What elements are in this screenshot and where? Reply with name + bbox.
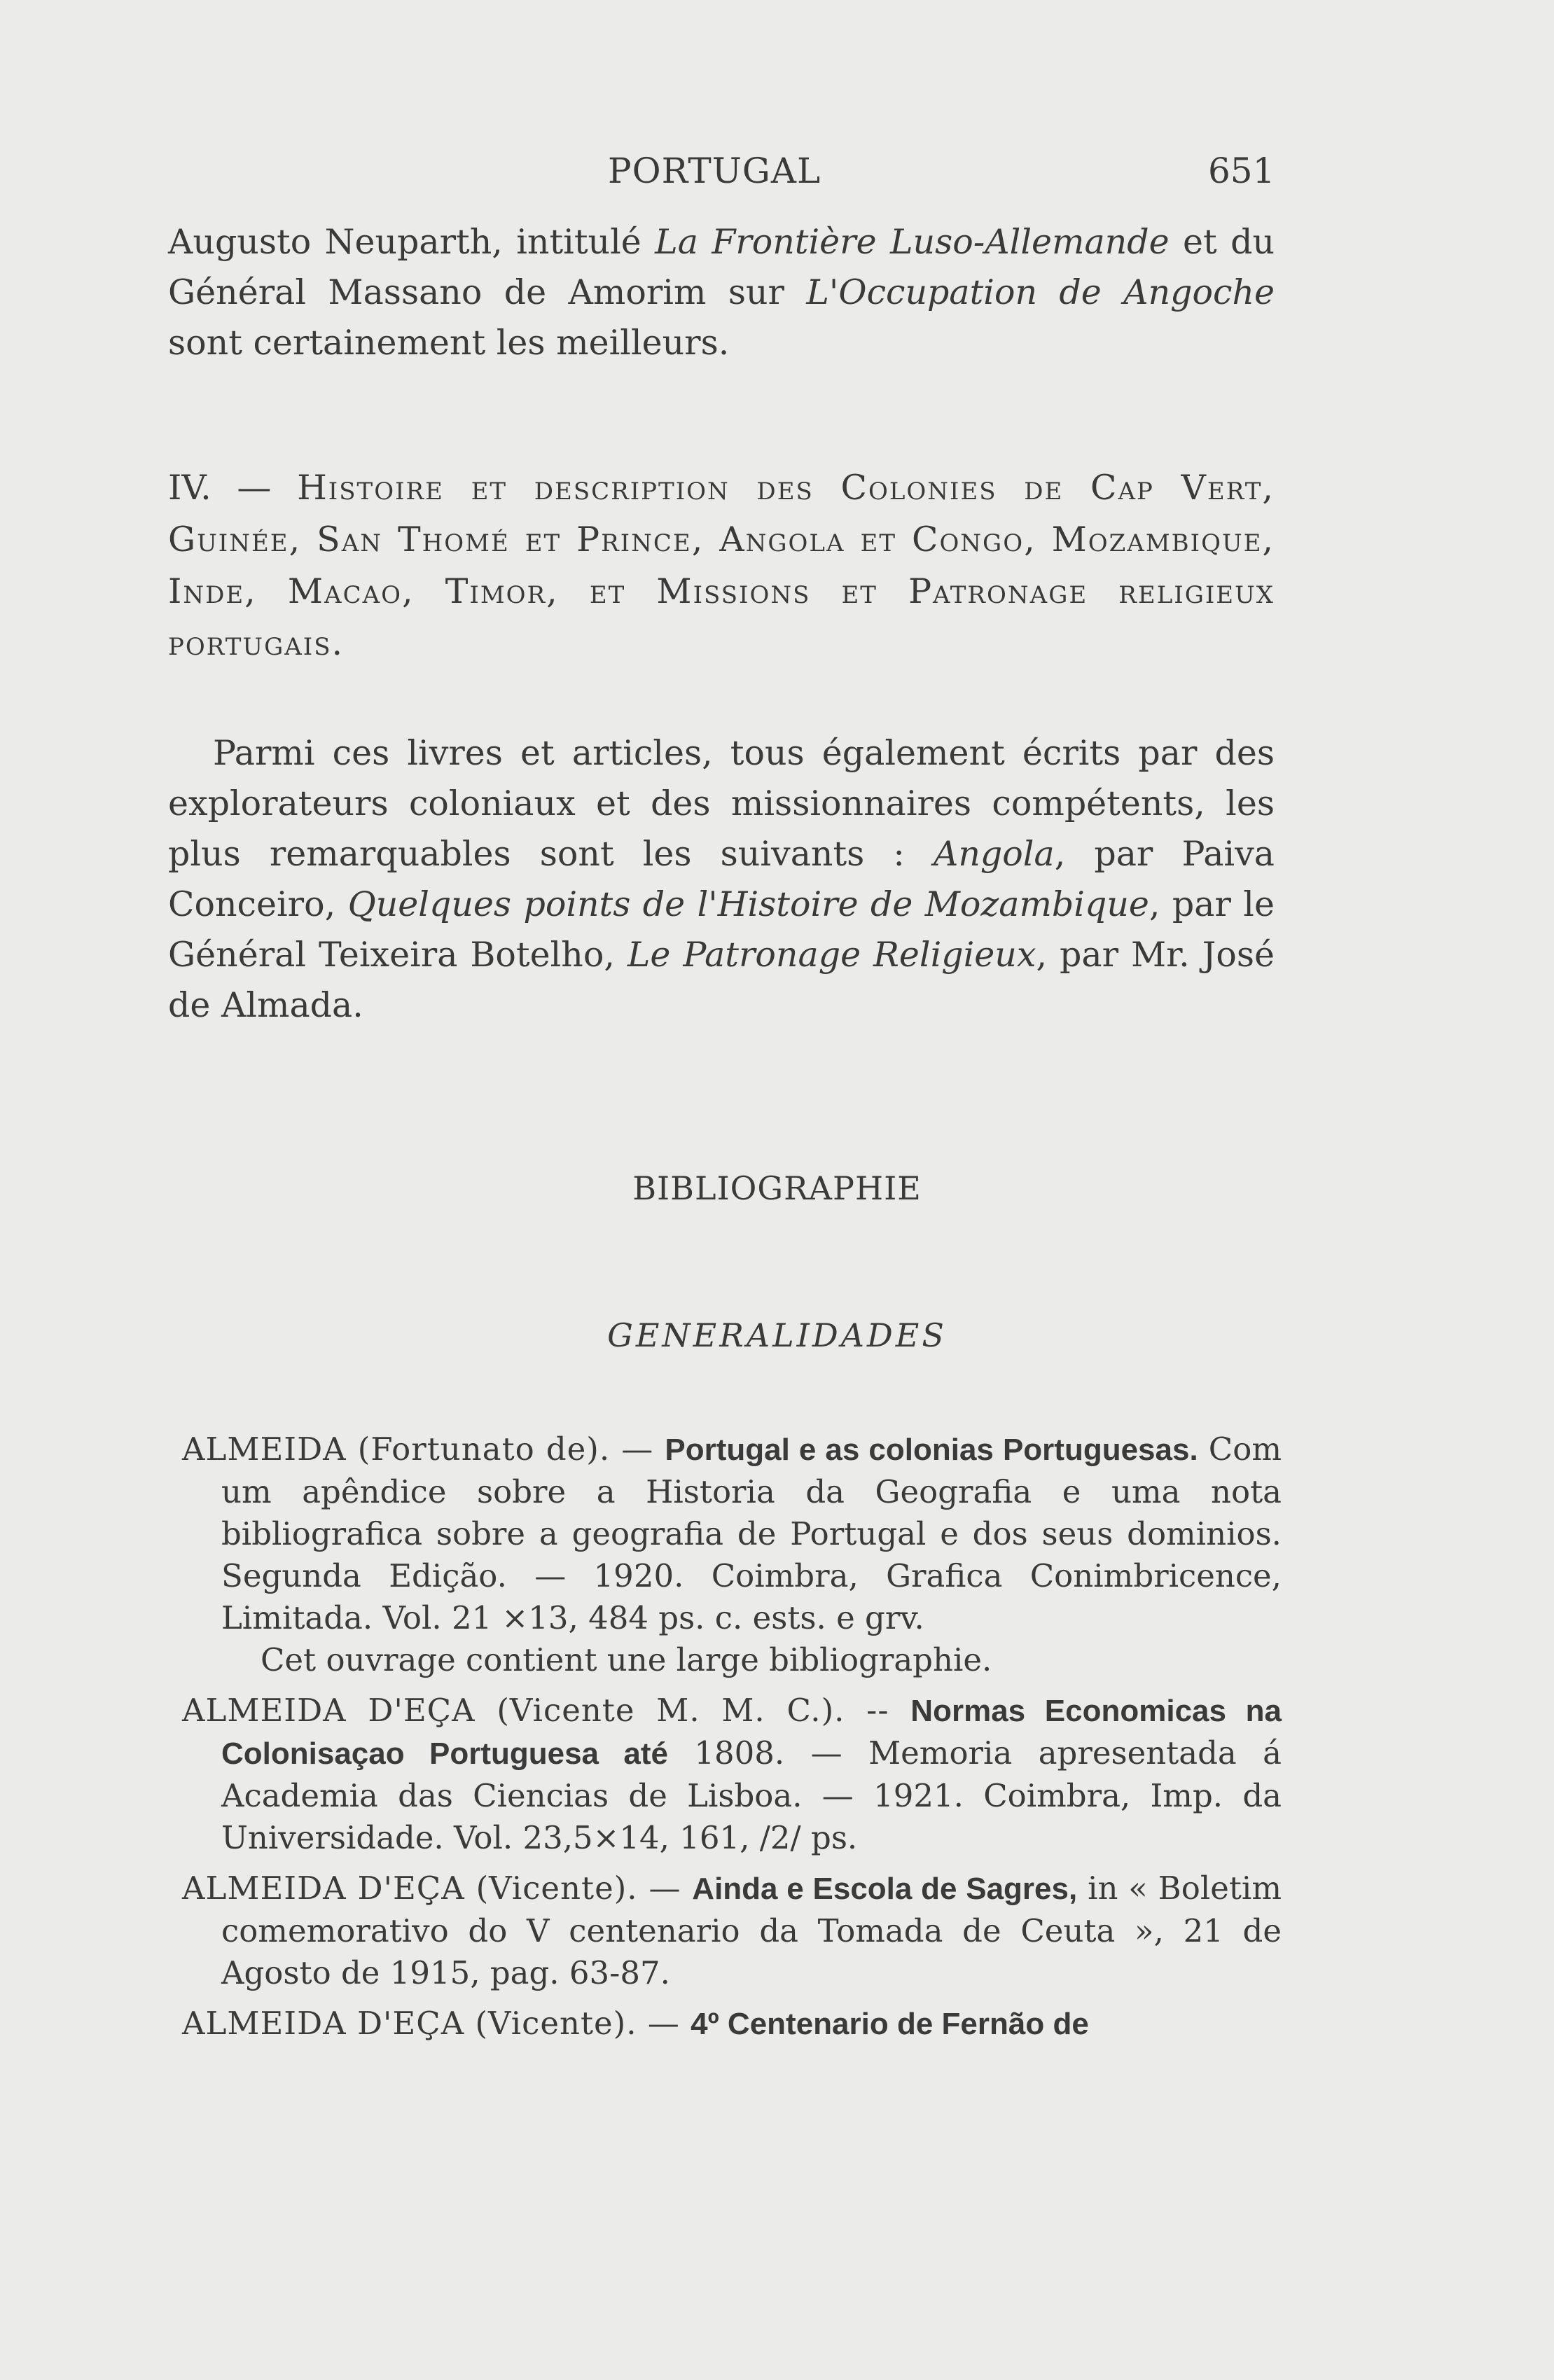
books-paragraph [168, 728, 1275, 1031]
bib-entry [182, 1428, 1282, 1681]
bib-work-title: 4º Centenario de Fernão de [691, 2007, 1089, 2041]
bib-author: ALMEIDA (Fortunato de). — [182, 1431, 665, 1468]
intro-title-frontiere: La Frontière Luso-Allemande [655, 222, 1170, 262]
bib-entry [182, 1690, 1282, 1859]
section-iv-title: Histoire et description des Colonies de Cap Vert, Guinée, San Thomé et Prince, Angola et Congo, Mozambique, Inde, Macao, Timor, et Missions et Patronage religieux portugais. [168, 468, 1275, 663]
bib-author: ALMEIDA D'EÇA (Vicente M. M. C.). -- [182, 1692, 911, 1729]
bib-work-title: Portugal e as colonias Portuguesas. [665, 1433, 1198, 1467]
bib-details: 1808. — Memoria apresentada á Academia das Ciencias de Lisboa. — 1921. Coimbra, Imp. da Universidade. Vol. 23,5×14, 161, /2/ ps. [221, 1734, 1282, 1856]
bib-entry [182, 2003, 1282, 2045]
bib-work-title: Ainda e Escola de Sagres, [692, 1872, 1078, 1906]
intro-paragraph [168, 217, 1275, 368]
books-text-4: , par Mr. José de Almada. [168, 935, 1275, 1025]
section-iv-numeral: IV. — [168, 468, 298, 508]
bib-work-title: Normas Economicas na Colonisaçao Portuguesa até [221, 1694, 1282, 1771]
books-text-3: , par le Général Teixeira Botelho, [168, 884, 1275, 975]
bib-author: ALMEIDA D'EÇA (Vicente). — [182, 1870, 693, 1907]
generalidades-subheading: GENERALIDADES [607, 1316, 947, 1354]
books-text-1: Parmi ces livres et articles, tous également écrits par des explorateurs coloniaux et des missionnaires compétents, les plus remarquables sont les suivants : [168, 733, 1275, 874]
intro-title-angoche: L'Occupation de Angoche [806, 272, 1275, 312]
book-title-mozambique: Quelques points de l'Histoire de Mozambique [347, 884, 1149, 924]
bib-author: ALMEIDA D'EÇA (Vicente). — [182, 2005, 691, 2042]
running-head [0, 151, 1554, 193]
page-number: 651 [1208, 151, 1275, 191]
book-title-angola: Angola [933, 834, 1055, 874]
bibliography-heading: BIBLIOGRAPHIE [632, 1169, 922, 1207]
bib-details: in « Boletim comemorativo do V centenario da Tomada de Ceuta », 21 de Agosto de 1915, pag. 63-87. [221, 1870, 1282, 1991]
book-title-patronage: Le Patronage Religieux [627, 935, 1036, 975]
intro-text-1: Augusto Neuparth, intitulé [168, 222, 655, 262]
intro-text-2: et du Général Massano de Amorim sur [168, 222, 1275, 312]
intro-text-3: sont certainement les meilleurs. [168, 323, 730, 363]
running-head-title: PORTUGAL [608, 151, 821, 191]
bib-details: Com um apêndice sobre a Historia da Geografia e uma nota bibliografica sobre a geografia de Portugal e dos seus dominios. Segunda Edição. — 1920. Coimbra, Grafica Conimbricence, Limitada. Vol. 21 ×13, 484 ps. c. ests. e grv. [221, 1431, 1282, 1636]
bib-note: Cet ouvrage contient une large bibliographie. [261, 1641, 992, 1678]
bibliography-list [182, 1428, 1282, 2054]
bib-entry [182, 1867, 1282, 1994]
books-text-2: , par Paiva Conceiro, [168, 834, 1275, 924]
section-iv-heading [168, 462, 1275, 669]
